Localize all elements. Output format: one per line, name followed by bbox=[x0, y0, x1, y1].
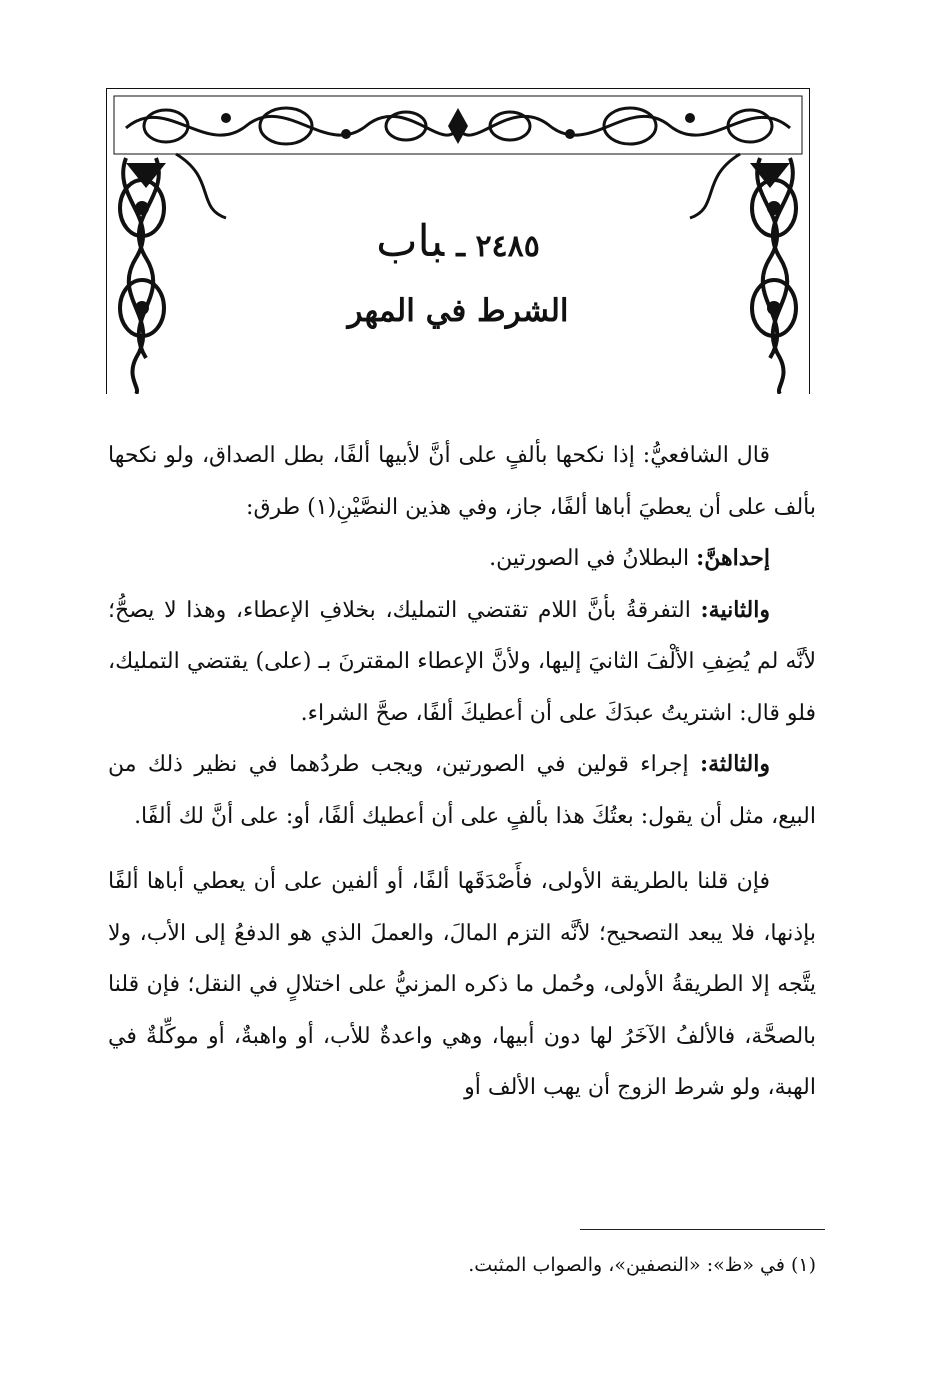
paragraph-4-text: إجراء قولين في الصورتين، ويجب طردُهما في نظير ذلك من البيع، مثل أن يقول: بعتُكَ هذا بألفٍ على أن أعطيك ألفًا، أو: على أنَّ لك ألفًا. bbox=[108, 752, 816, 829]
main-text bbox=[108, 430, 816, 1114]
paragraph-2 bbox=[108, 533, 816, 585]
paragraph-3-text: التفرقةُ بأنَّ اللام تقتضي التمليك، بخلافِ الإعطاء، وهذا لا يصحُّ؛ لأنَّه لم يُضِفِ الألْفَ الثانيَ إليها، ولأنَّ الإعطاء المقترنَ بـ (على) يقتضي التمليك، فلو قال: اشتريتُ عبدَكَ على أن أعطيكَ ألفًا، صحَّ الشراء. bbox=[108, 597, 816, 726]
footnote: (١) في «ظ»: «النصفين»، والصواب المثبت. bbox=[468, 1254, 816, 1276]
paragraph-4-label: والثالثة: bbox=[699, 751, 770, 777]
ornamental-frame bbox=[106, 88, 810, 394]
paragraph-1: قال الشافعيُّ: إذا نكحها بألفٍ على أنَّ لأبيها ألفًا، بطل الصداق، ولو نكحها بألف على أن يعطيَ أباها ألفًا، جاز، وفي هذين النصَّيْنِ(١) طرق: bbox=[108, 443, 816, 520]
paragraph-5: فإن قلنا بالطريقة الأولى، فأَصْدَقَها ألفًا، أو ألفين على أن يعطي أباها ألفًا بإذنها، فلا يبعد التصحيح؛ لأنَّه التزم المالَ، والعملَ الذي هو الدفعُ إلى الأب، ولا يتَّجه إلا الطريقةُ الأولى، وحُمل ما ذكره المزنيُّ على اختلالٍ في النقل؛ فإن قلنا بالصحَّة، فالألفُ الآخَرُ لها دون أبيها، وهي واعدةٌ للأب، أو واهبةٌ، أو موكِّلةٌ في الهبة، ولو شرط الزوج أن يهب الألف أو bbox=[108, 869, 816, 1100]
paragraph-3-label: والثانية: bbox=[700, 596, 770, 623]
paragraph-2-label: إحداهنَّ: bbox=[696, 545, 770, 571]
chapter-title bbox=[106, 216, 810, 267]
chapter-word: باب bbox=[376, 216, 445, 267]
paragraph-3 bbox=[108, 585, 816, 740]
paragraph-2-text: البطلانُ في الصورتين. bbox=[489, 546, 697, 571]
section-heading: الشرط في المهر bbox=[347, 293, 569, 329]
chapter-number: ٢٤٨٥ ـ bbox=[456, 229, 540, 264]
footnote-divider bbox=[580, 1229, 825, 1230]
paragraph-4 bbox=[108, 739, 816, 842]
